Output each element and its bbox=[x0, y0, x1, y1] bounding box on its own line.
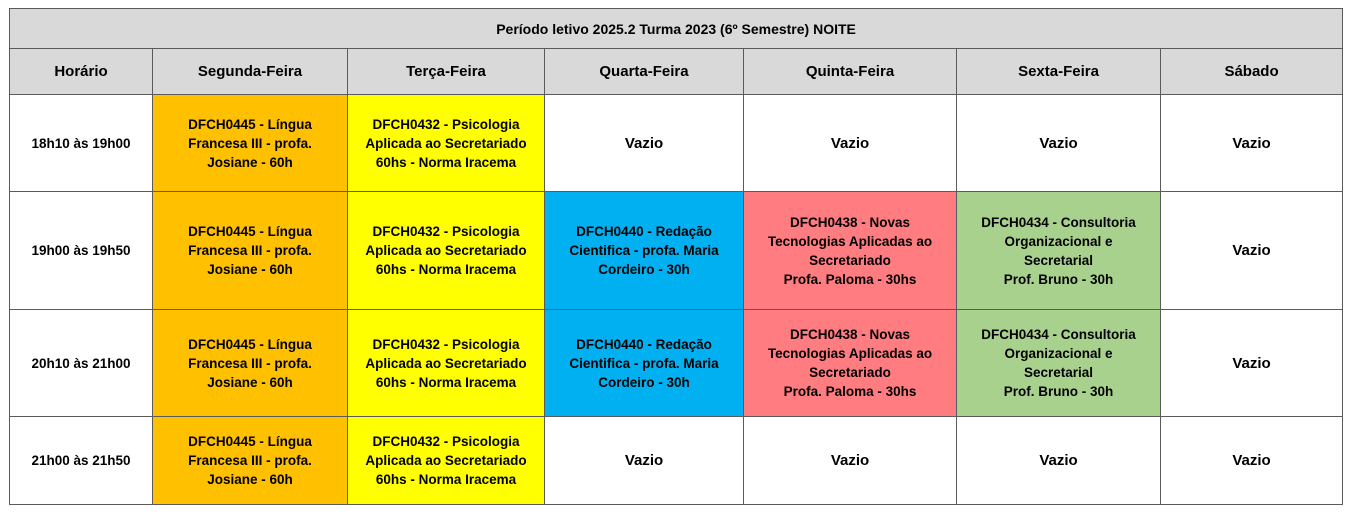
class-cell bbox=[545, 192, 744, 310]
cell-line: Prof. Bruno - 30h bbox=[1003, 384, 1114, 399]
cell-line: Aplicada ao Secretariado bbox=[365, 243, 527, 258]
cell-line: Prof. Bruno - 30h bbox=[1003, 271, 1114, 287]
cell-line: Secretariado bbox=[809, 365, 891, 380]
cell-line: Profa. Paloma - 30hs bbox=[783, 384, 917, 399]
header-segunda: Segunda-Feira bbox=[153, 49, 348, 95]
time-slot: 20h10 às 21h00 bbox=[10, 310, 153, 417]
time-slot: 21h00 às 21h50 bbox=[10, 417, 153, 505]
cell-line: Aplicada ao Secretariado bbox=[365, 135, 527, 151]
empty-cell: Vazio bbox=[957, 417, 1161, 505]
cell-line: 60hs - Norma Iracema bbox=[375, 472, 517, 487]
header-terca: Terça-Feira bbox=[348, 49, 545, 95]
cell-line: DFCH0432 - Psicologia bbox=[372, 116, 520, 132]
empty-cell: Vazio bbox=[1161, 310, 1343, 417]
class-cell bbox=[348, 310, 545, 417]
empty-cell: Vazio bbox=[957, 95, 1161, 192]
cell-line: Josiane - 60h bbox=[207, 262, 293, 277]
class-cell bbox=[957, 192, 1161, 310]
header-sexta: Sexta-Feira bbox=[957, 49, 1161, 95]
cell-line: Secretarial bbox=[1023, 252, 1094, 268]
header-quinta: Quinta-Feira bbox=[744, 49, 957, 95]
class-cell bbox=[153, 95, 348, 192]
cell-line: 60hs - Norma Iracema bbox=[375, 154, 517, 170]
empty-cell: Vazio bbox=[1161, 192, 1343, 310]
cell-line: Francesa III - profa. bbox=[188, 453, 312, 468]
table-row bbox=[10, 95, 1343, 192]
cell-line: Josiane - 60h bbox=[207, 154, 293, 170]
cell-line: Profa. Paloma - 30hs bbox=[783, 271, 917, 287]
time-slot: 18h10 às 19h00 bbox=[10, 95, 153, 192]
cell-line: Josiane - 60h bbox=[207, 472, 293, 487]
class-cell bbox=[153, 310, 348, 417]
cell-line: DFCH0445 - Língua bbox=[188, 224, 312, 239]
empty-cell: Vazio bbox=[744, 95, 957, 192]
cell-line: Francesa III - profa. bbox=[188, 355, 312, 371]
cell-line: 60hs - Norma Iracema bbox=[375, 374, 517, 390]
class-cell bbox=[153, 417, 348, 505]
cell-line: DFCH0445 - Língua bbox=[188, 116, 312, 132]
class-cell bbox=[744, 310, 957, 417]
table-row bbox=[10, 310, 1343, 417]
cell-line: Aplicada ao Secretariado bbox=[365, 453, 527, 468]
cell-line: Aplicada ao Secretariado bbox=[365, 355, 527, 371]
class-cell bbox=[348, 95, 545, 192]
cell-line: DFCH0432 - Psicologia bbox=[372, 224, 520, 239]
cell-line: DFCH0434 - Consultoria bbox=[981, 327, 1136, 342]
cell-line: Francesa III - profa. bbox=[188, 135, 312, 151]
cell-line: DFCH0445 - Língua bbox=[188, 336, 312, 352]
table-row bbox=[10, 417, 1343, 505]
empty-cell: Vazio bbox=[744, 417, 957, 505]
cell-line: DFCH0432 - Psicologia bbox=[372, 434, 520, 449]
cell-line: DFCH0438 - Novas bbox=[789, 214, 911, 230]
schedule-table bbox=[9, 8, 1343, 505]
header-horario: Horário bbox=[10, 49, 153, 95]
table-row bbox=[10, 192, 1343, 310]
cell-line: Organizacional e bbox=[1004, 346, 1113, 361]
header-quarta: Quarta-Feira bbox=[545, 49, 744, 95]
class-cell bbox=[348, 417, 545, 505]
cell-line: Josiane - 60h bbox=[207, 374, 293, 390]
cell-line: Cordeiro - 30h bbox=[598, 262, 690, 277]
cell-line: Cientifica - profa. Maria bbox=[569, 243, 719, 258]
header-sabado: Sábado bbox=[1161, 49, 1343, 95]
class-cell bbox=[744, 192, 957, 310]
cell-line: Organizacional e bbox=[1004, 233, 1113, 249]
class-cell bbox=[545, 310, 744, 417]
cell-line: Francesa III - profa. bbox=[188, 243, 312, 258]
class-cell bbox=[957, 310, 1161, 417]
empty-cell: Vazio bbox=[545, 95, 744, 192]
cell-line: DFCH0432 - Psicologia bbox=[372, 336, 520, 352]
cell-line: DFCH0438 - Novas bbox=[789, 327, 911, 342]
cell-line: 60hs - Norma Iracema bbox=[375, 262, 517, 277]
class-cell bbox=[348, 192, 545, 310]
cell-line: Tecnologias Aplicadas ao bbox=[767, 346, 933, 361]
cell-line: Cordeiro - 30h bbox=[598, 374, 690, 390]
cell-line: Secretarial bbox=[1023, 365, 1094, 380]
cell-line: DFCH0440 - Redação bbox=[576, 224, 712, 239]
cell-line: DFCH0434 - Consultoria bbox=[981, 214, 1136, 230]
cell-line: Secretariado bbox=[809, 252, 891, 268]
header-row bbox=[10, 49, 1343, 95]
table-title: Período letivo 2025.2 Turma 2023 (6º Semestre) NOITE bbox=[10, 9, 1343, 49]
class-cell bbox=[153, 192, 348, 310]
cell-line: Cientifica - profa. Maria bbox=[569, 355, 719, 371]
cell-line: DFCH0445 - Língua bbox=[188, 434, 312, 449]
empty-cell: Vazio bbox=[1161, 95, 1343, 192]
cell-line: Tecnologias Aplicadas ao bbox=[767, 233, 933, 249]
empty-cell: Vazio bbox=[545, 417, 744, 505]
time-slot: 19h00 às 19h50 bbox=[10, 192, 153, 310]
cell-line: DFCH0440 - Redação bbox=[576, 336, 712, 352]
empty-cell: Vazio bbox=[1161, 417, 1343, 505]
